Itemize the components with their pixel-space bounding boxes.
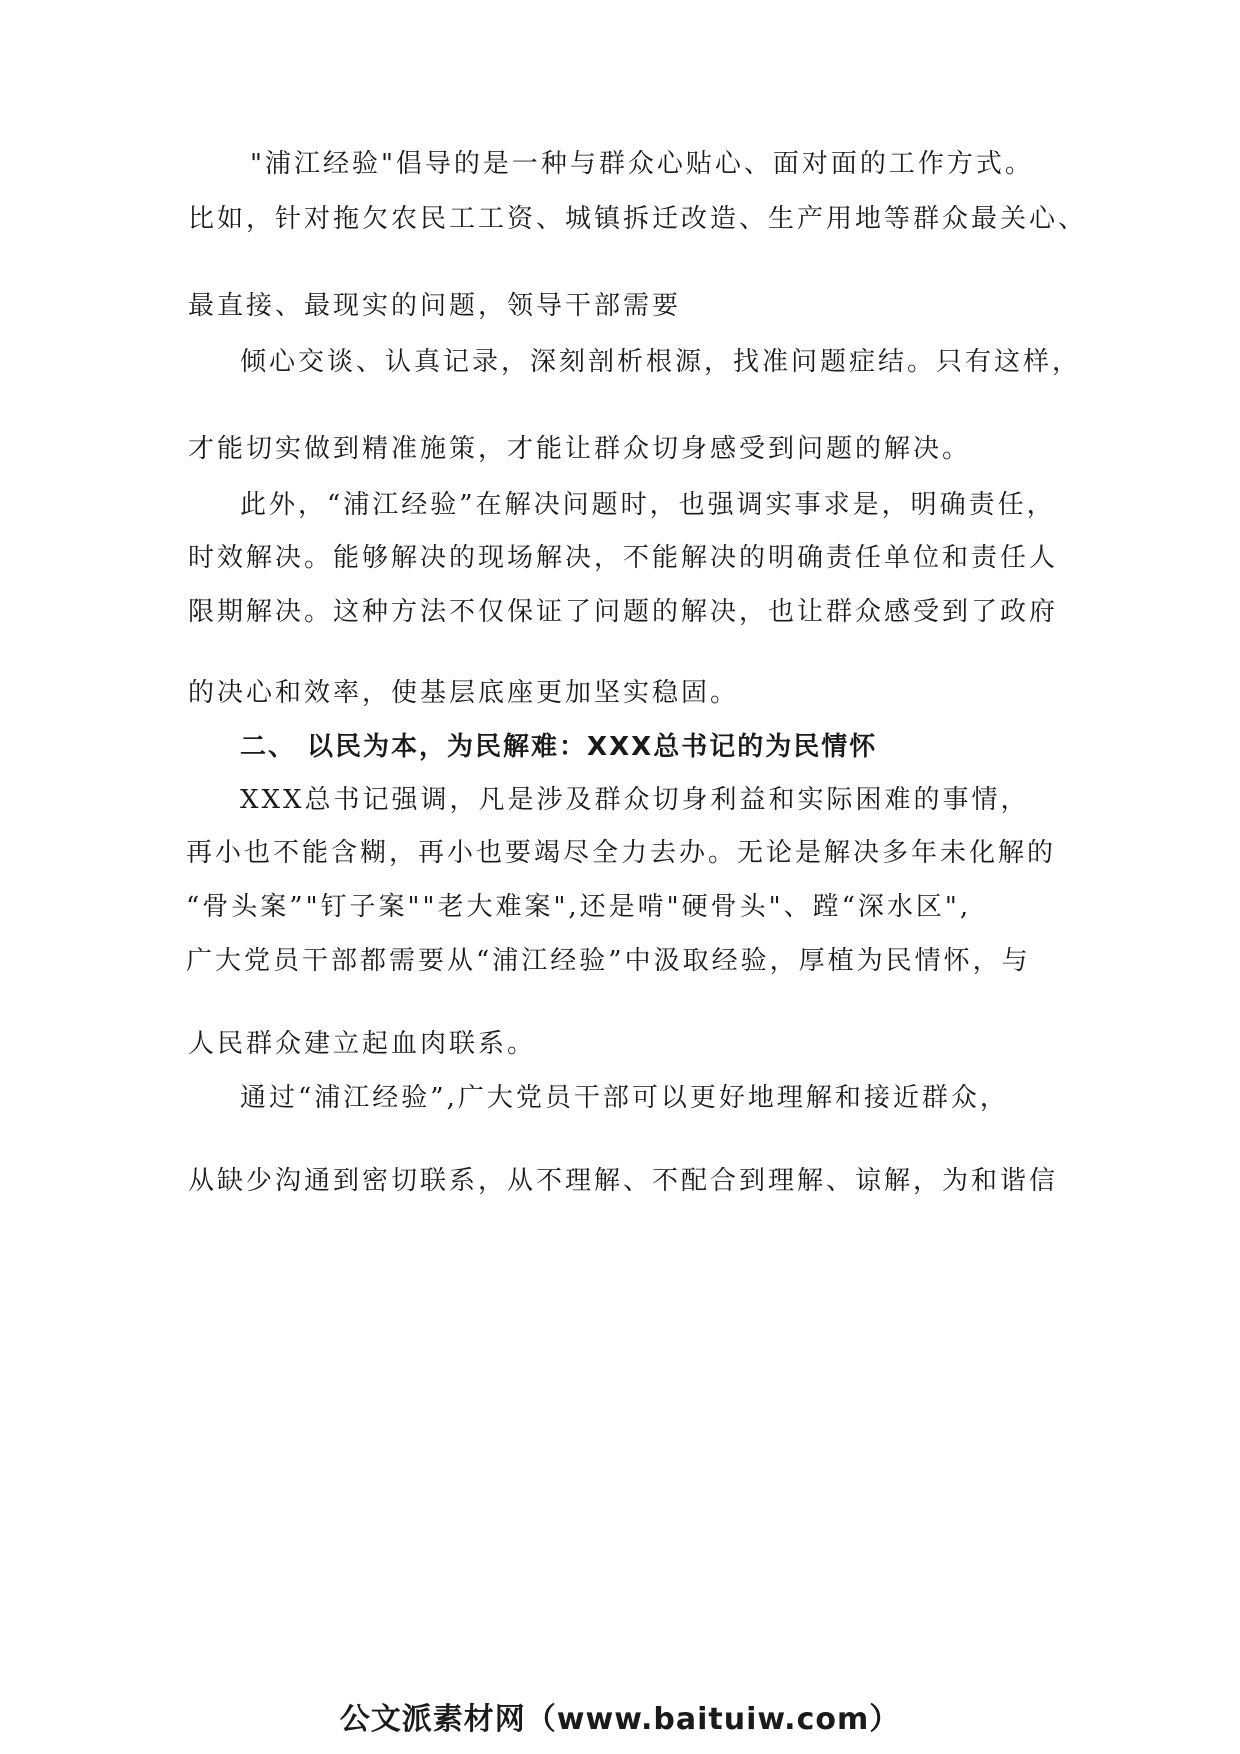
paragraph-line-6: 此外，“浦江经验”在解决问题时，也强调实事求是，明确责任， [240, 490, 1056, 520]
paragraph-line-5: 才能切实做到精准施策，才能让群众切身感受到问题的解决。 [188, 434, 972, 464]
paragraph-line-14: 广大党员干部都需要从“浦江经验”中汲取经验，厚植为民情怀，与 [186, 946, 1031, 976]
footer-watermark: 公文派素材网（www.baituiw.com） [339, 1702, 901, 1737]
paragraph-line-13: “骨头案”"钉子案""老大难案",还是啃"硬骨头"、蹚“深水区", [186, 892, 972, 922]
paragraph-line-7: 时效解决。能够解决的现场解决，不能解决的明确责任单位和责任人 [188, 543, 1059, 573]
paragraph-line-15: 人民群众建立起血肉联系。 [188, 1029, 537, 1059]
paragraph-line-17: 从缺少沟通到密切联系，从不理解、不配合到理解、谅解，为和谐信 [188, 1166, 1059, 1196]
paragraph-line-4: 倾心交谈、认真记录，深刻剖析根源，找准问题症结。只有这样， [240, 347, 1082, 377]
paragraph-line-8: 限期解决。这种方法不仅保证了问题的解决，也让群众感受到了政府 [188, 597, 1059, 627]
paragraph-line-9: 的决心和效率，使基层底座更加坚实稳固。 [188, 678, 740, 708]
section-heading: 二、 以民为本，为民解难：XXX总书记的为民情怀 [240, 732, 878, 762]
paragraph-line-11: XXX总书记强调，凡是涉及群众切身利益和实际困难的事情， [240, 785, 1030, 815]
paragraph-line-3: 最直接、最现实的问题，领导干部需要 [188, 291, 682, 321]
paragraph-line-16: 通过“浦江经验”,广大党员干部可以更好地理解和接近群众， [240, 1083, 1009, 1113]
paragraph-line-12: 再小也不能含糊，再小也要竭尽全力去办。无论是解决多年未化解的 [186, 838, 1057, 868]
paragraph-line-1: "浦江经验"倡导的是一种与群众心贴心、面对面的工作方式。 [250, 149, 1034, 179]
paragraph-line-2: 比如，针对拖欠农民工工资、城镇拆迁改造、生产用地等群众最关心、 [188, 204, 1088, 234]
